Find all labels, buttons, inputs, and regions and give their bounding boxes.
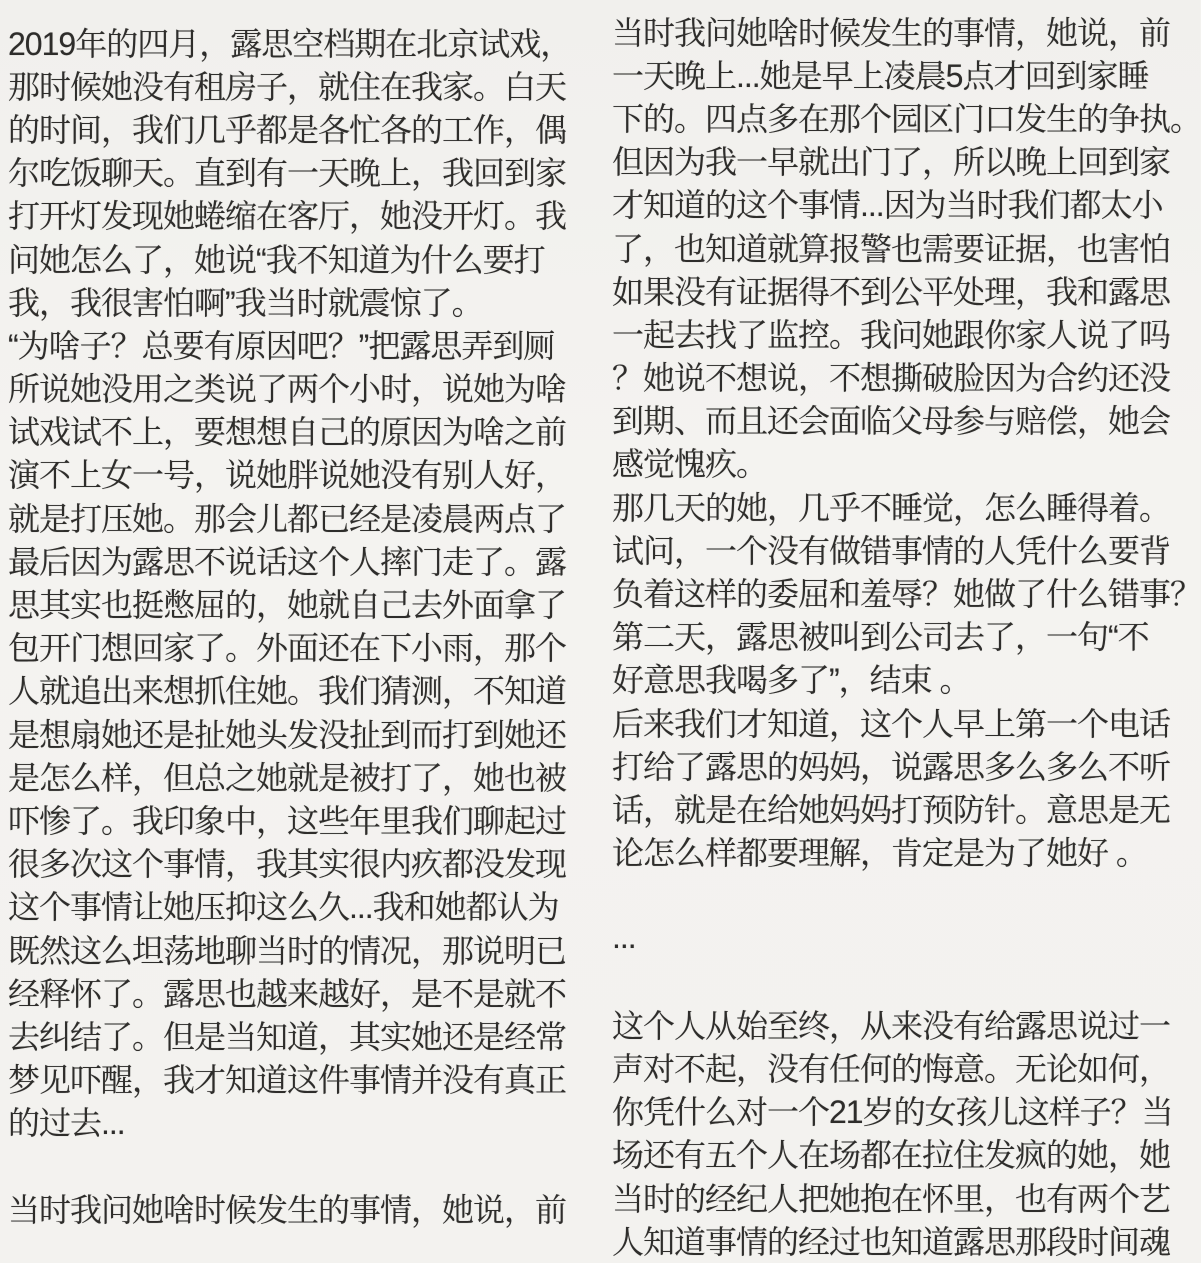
text-line: 第二天，露思被叫到公司去了，一句“不 (612, 619, 1149, 656)
text-line: 我，我很害怕啊”我当时就震惊了。 (8, 284, 483, 321)
text-line: 到期、而且还会面临父母参与赔偿，她会 (612, 403, 1171, 440)
text-line: “为啥子？总要有原因吧？”把露思弄到厕 (8, 327, 555, 364)
text-line: 那时候她没有租房子，就住在我家。白天 (8, 68, 567, 105)
text-line: 一起去找了监控。我问她跟你家人说了吗 (612, 316, 1171, 353)
text-line: 吓惨了。我印象中，这些年里我们聊起过 (8, 802, 567, 839)
text-line: 人知道事情的经过也知道露思那段时间魂 (612, 1223, 1171, 1260)
text-line: 如果没有证据得不到公平处理，我和露思 (612, 273, 1171, 310)
text-line: 好意思我喝多了”，结束 。 (612, 662, 971, 699)
text-line: 但因为我一早就出门了，所以晚上回到家 (612, 144, 1171, 181)
text-line: 的过去... (8, 1105, 125, 1142)
text-line: 下的。四点多在那个园区门口发生的争执。 (612, 100, 1201, 137)
text-line: 负着这样的委屈和羞辱？她做了什么错事？ (612, 576, 1201, 613)
text-line: 就是打压她。那会儿都已经是凌晨两点了 (8, 500, 567, 537)
text-line: 是想扇她还是扯她头发没扯到而打到她还 (8, 716, 567, 753)
text-line: 的时间，我们几乎都是各忙各的工作，偶 (8, 111, 567, 148)
text-line: 很多次这个事情，我其实很内疚都没发现 (8, 846, 567, 883)
text-line: ... (612, 919, 636, 956)
text-line: 最后因为露思不说话这个人摔门走了。露 (8, 543, 567, 580)
text-line: 思其实也挺憋屈的，她就自己去外面拿了 (8, 587, 567, 624)
text-line: 了，也知道就算报警也需要证据，也害怕 (612, 230, 1171, 267)
text-line: 这个事情让她压抑这么久...我和她都认为 (8, 889, 559, 926)
text-line: 演不上女一号，说她胖说她没有别人好， (8, 457, 567, 494)
text-line: 打给了露思的妈妈，说露思多么多么不听 (612, 748, 1171, 785)
text-line: 试戏试不上，要想想自己的原因为啥之前 (8, 414, 567, 451)
text-line: 试问，一个没有做错事情的人凭什么要背 (612, 532, 1171, 569)
text-line: 问她怎么了，她说“我不知道为什么要打 (8, 241, 545, 278)
text-line (612, 873, 1200, 916)
text-line: 你凭什么对一个21岁的女孩儿这样子？当 (612, 1094, 1173, 1131)
text-line: 打开灯发现她蜷缩在客厅，她没开灯。我 (8, 198, 567, 235)
text-line: 尔吃饭聊天。直到有一天晚上，我回到家 (8, 155, 567, 192)
text-line: 才知道的这个事情...因为当时我们都太小 (612, 187, 1163, 224)
text-line: 论怎么样都要理解，肯定是为了她好 。 (612, 835, 1147, 872)
text-line: 梦见吓醒，我才知道这件事情并没有真正 (8, 1062, 567, 1099)
text-line: 去纠结了。但是当知道，其实她还是经常 (8, 1018, 567, 1055)
text-line (8, 1143, 596, 1186)
text-line: 后来我们才知道，这个人早上第一个电话 (612, 705, 1171, 742)
left-text-column (8, 0, 596, 1228)
text-line: 这个人从始至终，从来没有给露思说过一 (612, 1007, 1171, 1044)
right-text-column (612, 0, 1201, 1260)
text-line: 场还有五个人在场都在拉住发疯的她，她 (612, 1137, 1171, 1174)
text-line: 是怎么样，但总之她就是被打了，她也被 (8, 759, 567, 796)
text-line: 感觉愧疚。 (612, 446, 768, 483)
text-line: 一天晚上...她是早上凌晨5点才回到家睡 (612, 57, 1149, 94)
text-line: ？她说不想说，不想撕破脸因为合约还没 (612, 360, 1171, 397)
text-line: 话，就是在给她妈妈打预防针。意思是无 (612, 791, 1171, 828)
text-line: 当时我问她啥时候发生的事情，她说，前 (612, 14, 1171, 51)
text-line: 声对不起，没有任何的悔意。无论如何， (612, 1051, 1171, 1088)
text-line: 既然这么坦荡地聊当时的情况，那说明已 (8, 932, 567, 969)
text-line: 当时的经纪人把她抱在怀里，也有两个艺 (612, 1180, 1171, 1217)
text-line: 人就追出来想抓住她。我们猜测，不知道 (8, 673, 567, 710)
text-line (612, 959, 1200, 1002)
text-line: 2019年的四月，露思空档期在北京试戏， (8, 25, 572, 62)
text-line: 经释怀了。露思也越来越好，是不是就不 (8, 975, 567, 1012)
text-line: 包开门想回家了。外面还在下小雨，那个 (8, 630, 567, 667)
text-line: 所说她没用之类说了两个小时，说她为啥 (8, 371, 567, 408)
text-line: 那几天的她，几乎不睡觉，怎么睡得着。 (612, 489, 1171, 526)
text-line: 当时我问她啥时候发生的事情，她说，前 (8, 1191, 567, 1228)
